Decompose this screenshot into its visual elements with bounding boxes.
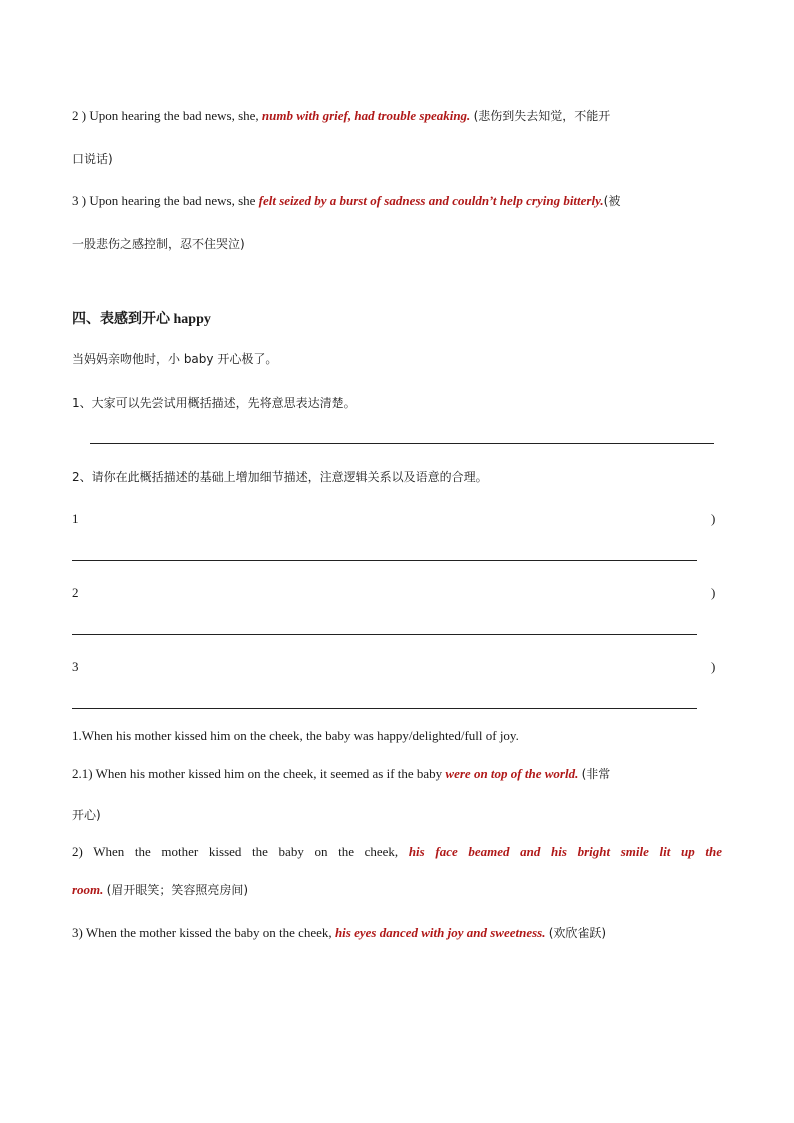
happy-prompt: 当妈妈亲吻他时，小 baby 开心极了。 — [72, 352, 278, 366]
blank-close-2: ) — [711, 585, 716, 600]
answer-blank-summary[interactable] — [90, 443, 714, 444]
answer-detail-2-cont — [72, 881, 248, 898]
section-heading-happy — [72, 308, 211, 328]
sad-example-2 — [72, 107, 610, 124]
key-phrase: his eyes danced with joy and sweetness. — [334, 925, 546, 940]
task-1-instruction: 1、大家可以先尝试用概括描述，先将意思表达清楚。 — [72, 396, 356, 410]
blank-number-1: 1 — [72, 511, 79, 526]
heading-en: happy — [173, 312, 211, 327]
key-phrase: felt seized by a burst of sadness and couldn’t help crying bitterly. — [258, 193, 604, 208]
chinese-gloss: (被 — [603, 194, 621, 208]
blank-close-3: ) — [711, 659, 716, 674]
key-phrase-cont: room. — [72, 882, 104, 897]
sad-example-3-gloss-cont: 一股悲伤之感控制，忍不住哭泣) — [72, 237, 245, 251]
key-phrase: numb with grief, had trouble speaking. — [261, 108, 471, 123]
blank-number-2: 2 — [72, 585, 79, 600]
key-phrase: were on top of the world. — [445, 766, 579, 781]
answer-detail-3 — [72, 924, 606, 941]
answer-detail-1 — [72, 765, 610, 782]
answer-summary: 1.When his mother kissed him on the cheek, the baby was happy/delighted/full of joy. — [72, 728, 519, 743]
sad-example-2-gloss-cont: 口说话) — [72, 152, 113, 166]
sentence-prefix: 3 ) Upon hearing the bad news, she — [72, 193, 256, 208]
key-phrase: his face beamed and his bright smile lit up the — [408, 844, 722, 859]
answer-blank-1[interactable] — [72, 560, 697, 561]
chinese-gloss: (非常 — [581, 767, 611, 781]
sentence-prefix: 2.1) When his mother kissed him on the cheek, it seemed as if the baby — [72, 766, 443, 781]
sentence-prefix: 3) When the mother kissed the baby on the cheek, — [72, 925, 332, 940]
blank-number-3: 3 — [72, 659, 79, 674]
answer-detail-2 — [72, 844, 722, 860]
chinese-gloss: (欢欣雀跃) — [548, 926, 607, 940]
answer-blank-3[interactable] — [72, 708, 697, 709]
answer-blank-2[interactable] — [72, 634, 697, 635]
sentence-prefix: 2 ) Upon hearing the bad news, she, — [72, 108, 259, 123]
blank-close-1: ) — [711, 511, 716, 526]
sad-example-3 — [72, 192, 620, 209]
task-2-instruction: 2、请你在此概括描述的基础上增加细节描述，注意逻辑关系以及语意的合理。 — [72, 470, 488, 484]
chinese-gloss: (眉开眼笑；笑容照亮房间) — [106, 883, 249, 897]
answer-detail-1-gloss-cont: 开心) — [72, 808, 101, 822]
chinese-gloss: (悲伤到失去知觉，不能开 — [473, 109, 611, 123]
heading-cn: 四、表感到开心 — [72, 311, 170, 327]
sentence-prefix: 2) When the mother kissed the baby on the cheek, — [72, 844, 399, 859]
